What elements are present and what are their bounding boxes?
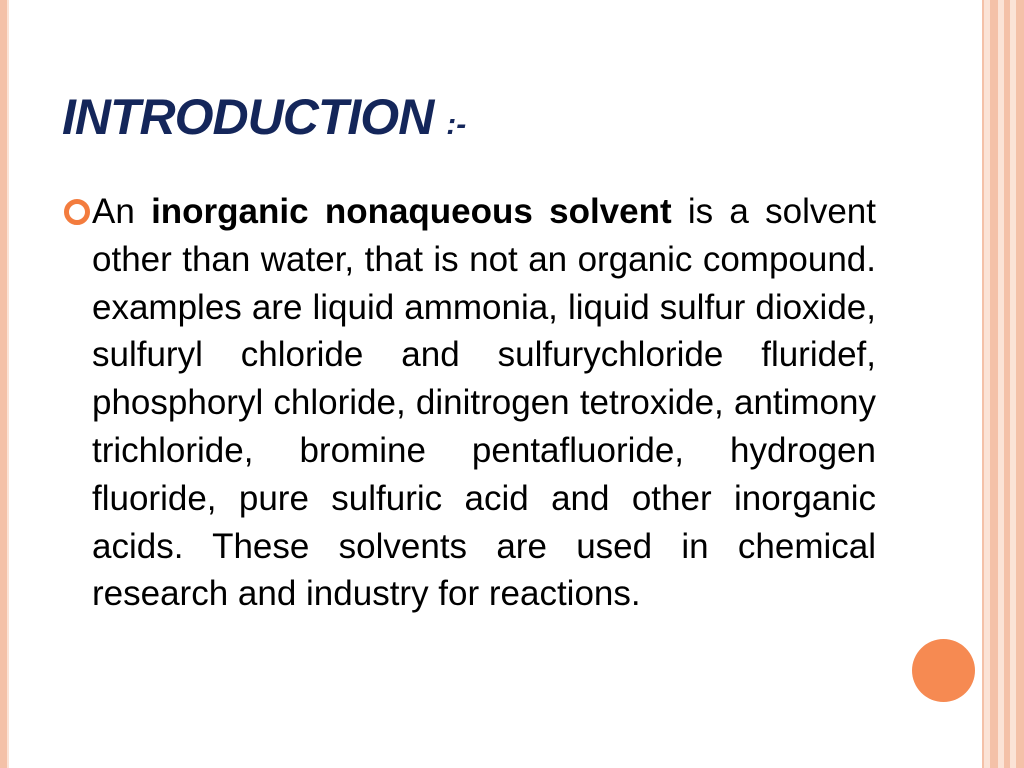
bullet-paragraph [92,188,876,618]
title-suffix: :- [446,108,467,141]
paragraph-lead: An [92,192,135,231]
left-border-line [7,0,9,768]
paragraph-rest: is a solvent other than water, that is not an organic compound. examples are liquid ammonia, liquid sulfur dioxide, sulfuryl chloride and sulfurychloride fluridef, phosphoryl chloride, dinitrogen tetroxide, antimony trichloride, bromine pentafluoride, hydrogen fluoride, pure sulfuric acid and other inorganic acids. These solvents are used in chemical research and industry for reactions. [92,192,876,614]
slide-title [62,88,466,146]
right-stripe [990,0,998,768]
right-stripe [1016,0,1024,768]
orange-circle-decoration [912,639,975,702]
title-text: INTRODUCTION [62,89,434,145]
hollow-circle-bullet-icon [64,199,90,225]
right-border-stripes [982,0,1024,768]
paragraph-term: inorganic nonaqueous solvent [151,192,672,231]
left-border-strip [0,0,7,768]
